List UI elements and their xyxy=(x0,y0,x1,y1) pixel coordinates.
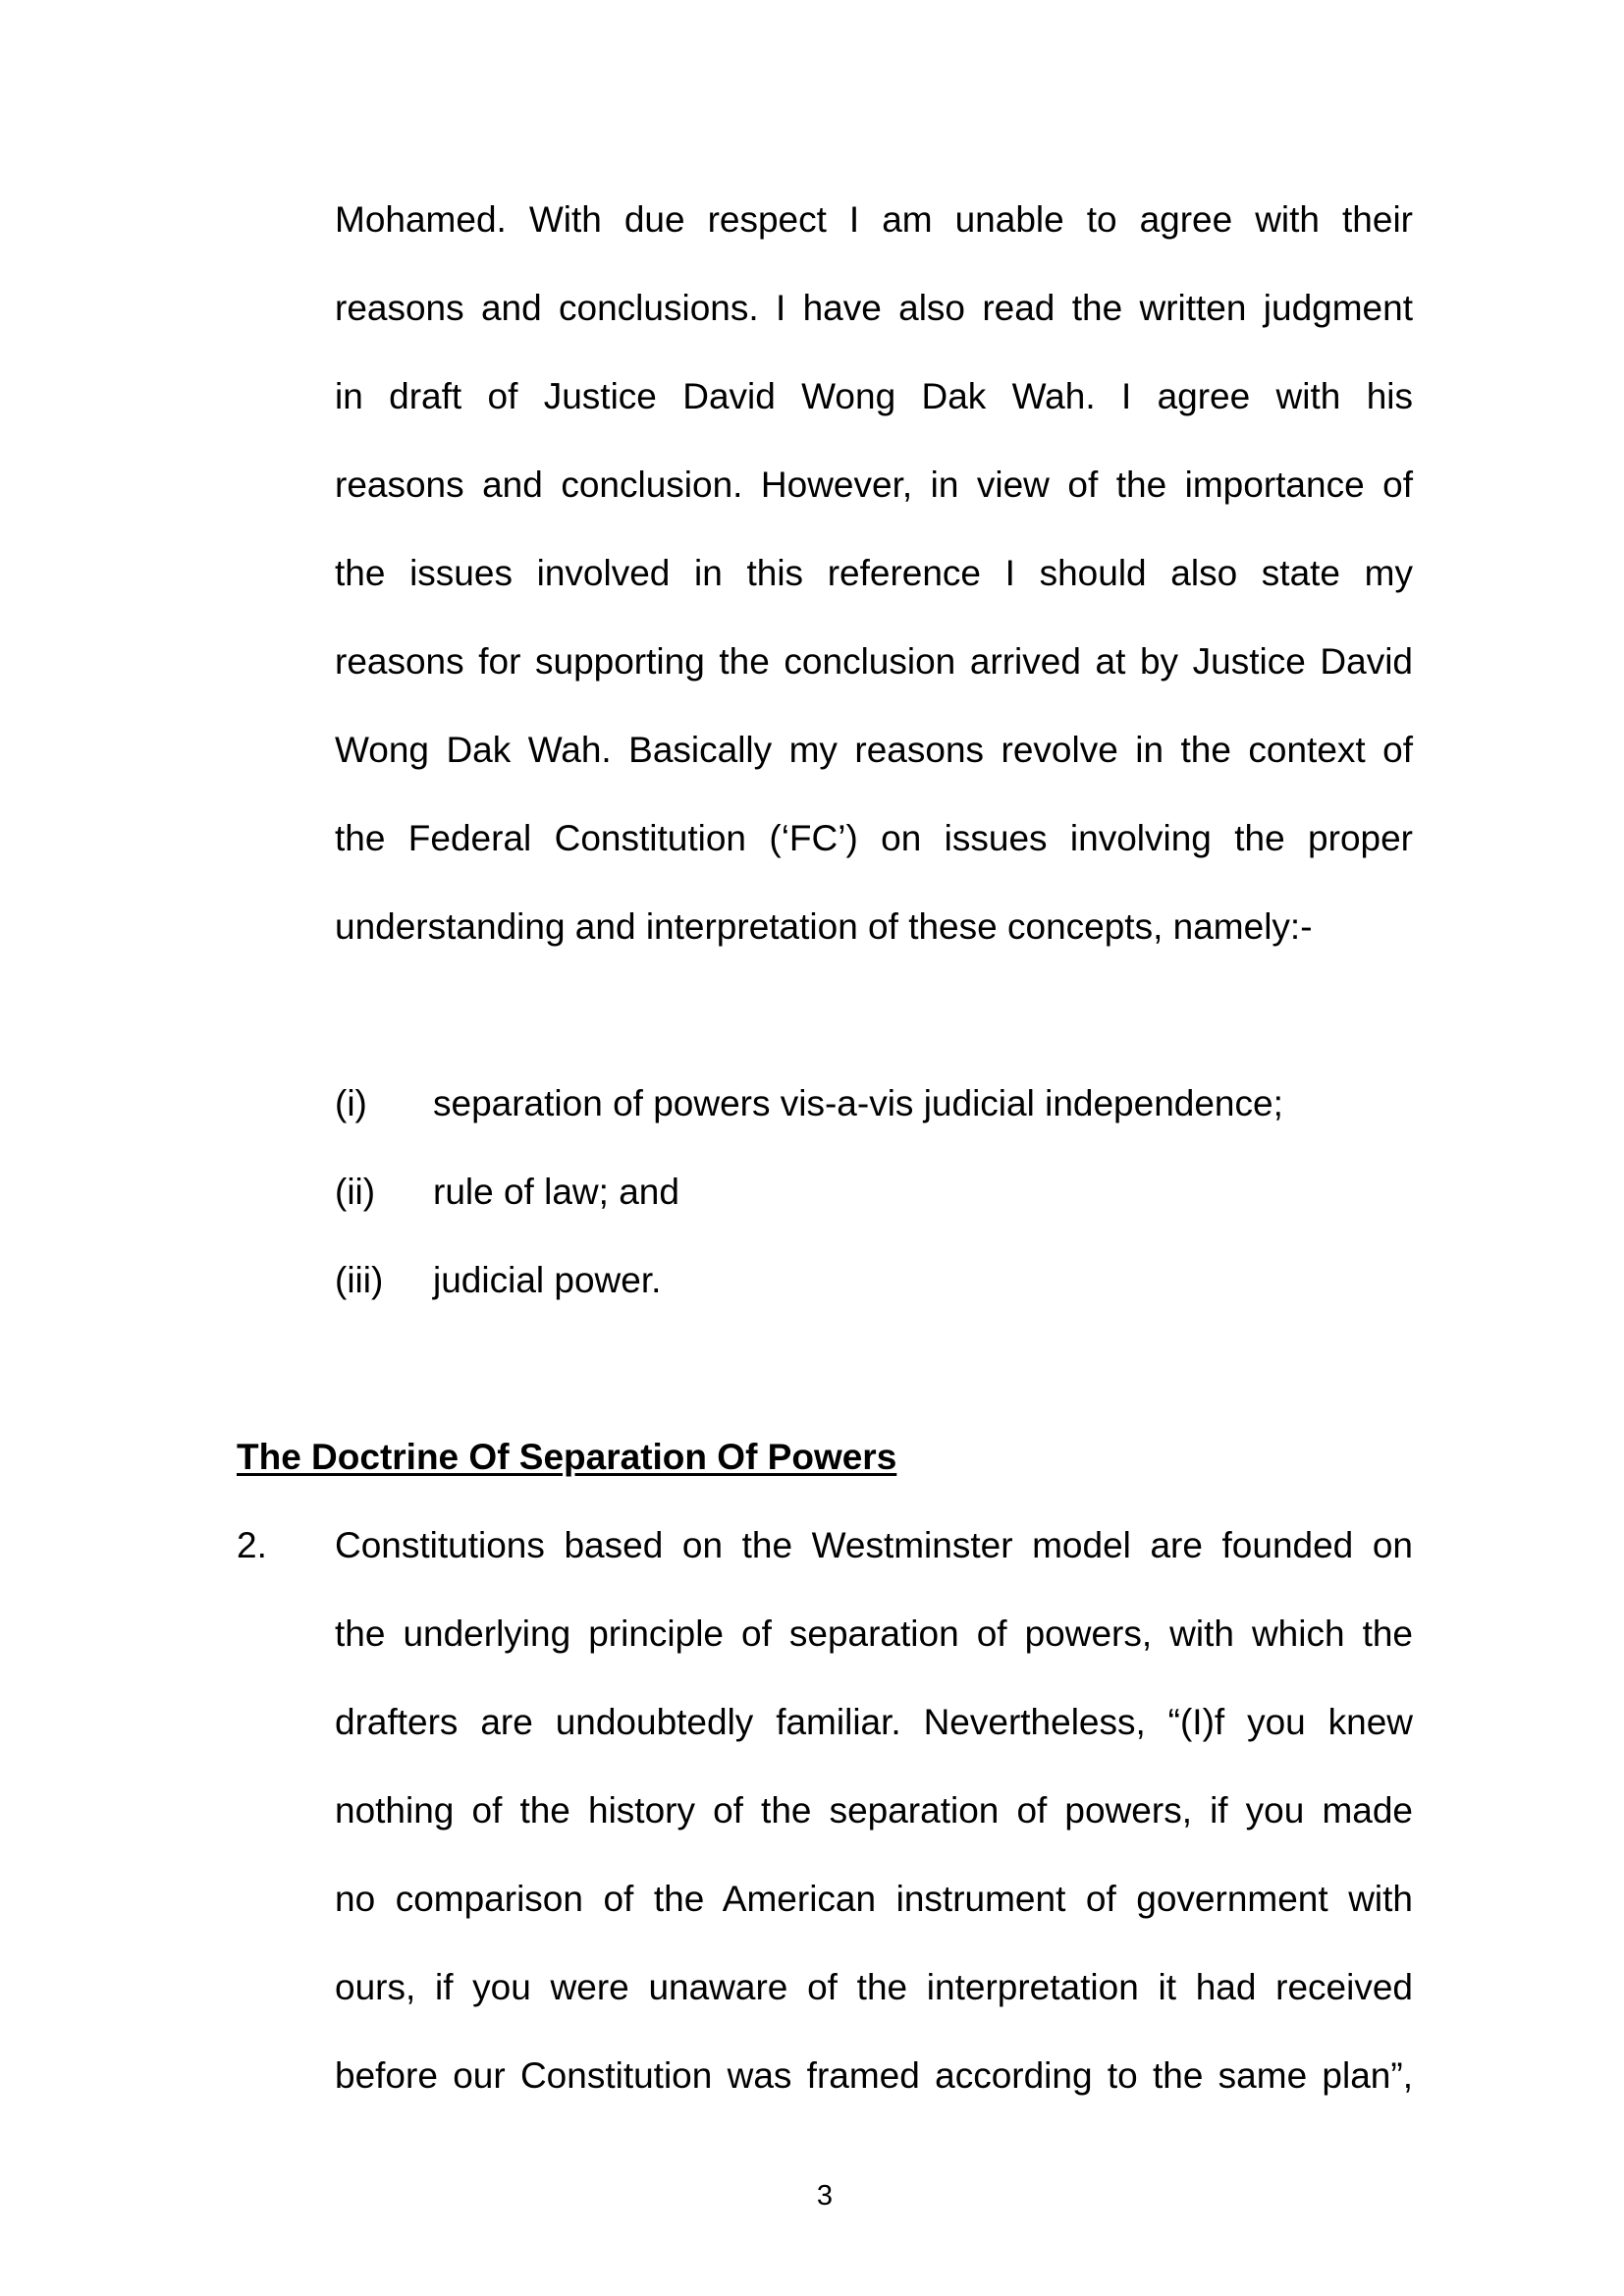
paragraph-2-line-5: no comparison of the American instrument of government with xyxy=(335,1879,1413,1919)
list-item-text: judicial power. xyxy=(433,1260,662,1300)
paragraph-2-line-2: the underlying principle of separation of powers, with which the xyxy=(335,1613,1413,1654)
paragraph-1-line-4: reasons and conclusion. However, in view of the importance of xyxy=(335,465,1413,505)
list-item-marker: (ii) xyxy=(335,1172,376,1212)
section-heading: The Doctrine Of Separation Of Powers xyxy=(237,1437,897,1477)
paragraph-1-line-6: reasons for supporting the conclusion arrived at by Justice David xyxy=(335,641,1413,682)
paragraph-1-line-2: reasons and conclusions. I have also read the written judgment xyxy=(335,288,1413,328)
list-item-text: rule of law; and xyxy=(433,1172,679,1212)
paragraph-1-line-1: Mohamed. With due respect I am unable to agree with their xyxy=(335,199,1413,240)
paragraph-2-line-6: ours, if you were unaware of the interpretation it had received xyxy=(335,1967,1413,2007)
paragraph-1-line-9: understanding and interpretation of these concepts, namely:- xyxy=(335,906,1313,947)
paragraph-2-line-1: Constitutions based on the Westminster model are founded on xyxy=(335,1525,1413,1565)
list-item-marker: (i) xyxy=(335,1083,367,1123)
page-number: 3 xyxy=(816,2180,834,2212)
paragraph-2-line-3: drafters are undoubtedly familiar. Nevertheless, “(I)f you knew xyxy=(335,1702,1413,1742)
paragraph-1-line-3: in draft of Justice David Wong Dak Wah. I agree with his xyxy=(335,376,1413,416)
list-item-marker: (iii) xyxy=(335,1260,384,1300)
list-item-text: separation of powers vis-a-vis judicial independence; xyxy=(433,1083,1283,1123)
paragraph-2-line-7: before our Constitution was framed according to the same plan”, xyxy=(335,2055,1413,2096)
paragraph-1-line-8: the Federal Constitution (‘FC’) on issues involving the proper xyxy=(335,818,1413,858)
paragraph-number: 2. xyxy=(237,1525,267,1565)
paragraph-1-line-7: Wong Dak Wah. Basically my reasons revolve in the context of xyxy=(335,730,1413,770)
paragraph-2-line-4: nothing of the history of the separation of powers, if you made xyxy=(335,1790,1413,1831)
paragraph-1-line-5: the issues involved in this reference I should also state my xyxy=(335,553,1413,593)
